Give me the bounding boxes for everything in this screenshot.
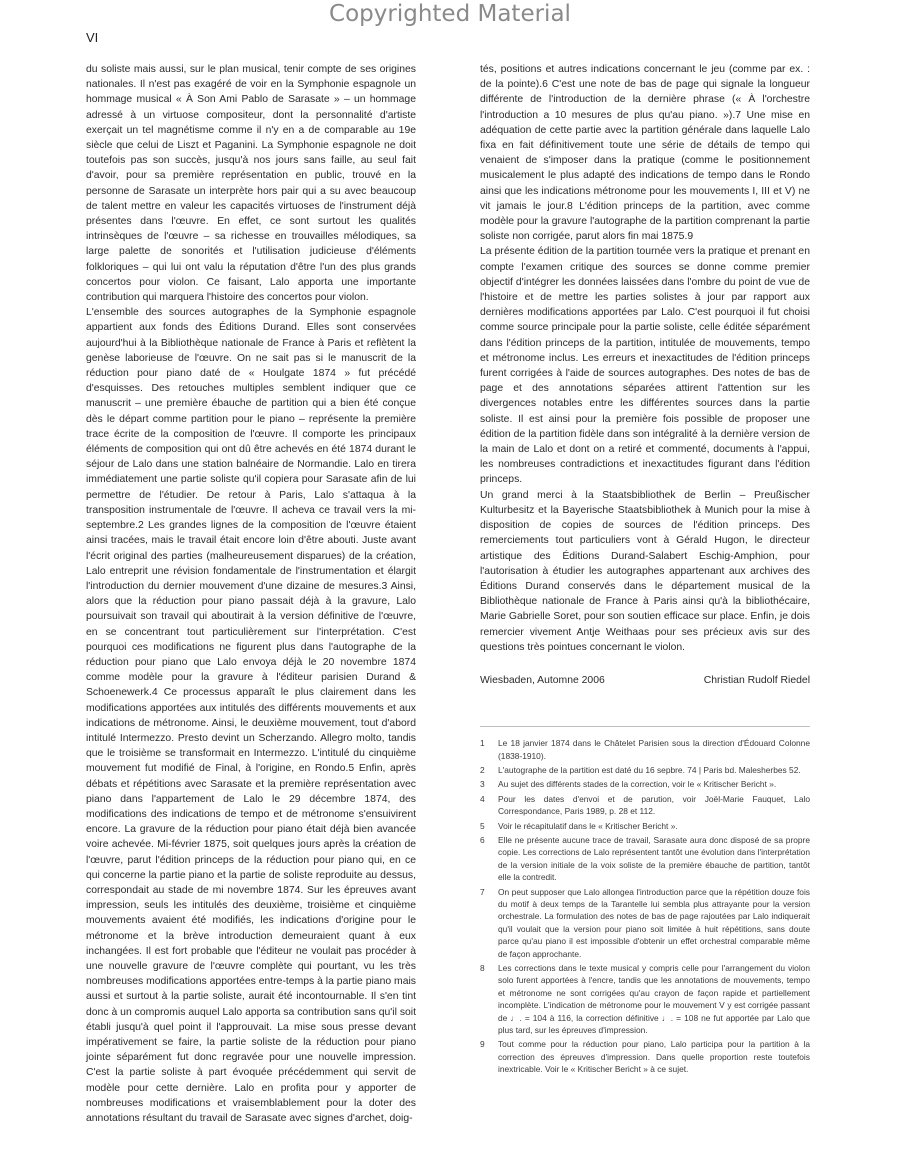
footnote-text: L'autographe de la partition est daté du 16 sepbre. 74 | Paris bd. Malesherbes 52. [498, 764, 801, 775]
footnotes [480, 726, 810, 1076]
right-text-column [480, 62, 810, 1078]
footnote-number: 2 [480, 764, 485, 775]
copyright-watermark: Copyrighted Material [329, 1, 571, 27]
footnote-number: 6 [480, 834, 485, 845]
footnote-text: Au sujet des différents stades de la correction, voir le « Kritischer Bericht ». [498, 779, 777, 790]
footnote [480, 834, 810, 884]
footnote-text: Tout comme pour la réduction pour piano, Lalo participa pour la partition à la correction des épreuves d'impression. Dans quelle proportion reste toutefois inextricable. Voir le « Kritischer Bericht » à ce sujet. [498, 1039, 810, 1075]
footnote [480, 886, 810, 960]
author-name: Christian Rudolf Riedel [703, 674, 810, 686]
paragraph: tés, positions et autres indications concernant le jeu (comme par ex. : de la pointe).6 C'est une note de bas de page qui signale la longueur différente de l'introduction de la dernière phrase (« À l'orchestre l'introduction a 10 mesures de plus qu'au piano. »).7 Une mise en adéquation de cette partie avec la partition générale dans laquelle Lalo fixa en fait définitivement toute une série de détails de tempo qui venaient de s'imposer dans la pratique (comme le positionnement musicalement le plus adapté des indications de tempo dans le Rondo ainsi que les indications métronome pour les mouvements I, III et V) ne vit jamais le jour.8 L'édition princeps de la partition, avec comme modèle pour la gravure l'autographe de la partition comprenant la partie soliste non corrigée, parut alors fin mai 1875.9 [480, 64, 810, 243]
place-date: Wiesbaden, Automne 2006 [480, 674, 605, 686]
paragraph: L'ensemble des sources autographes de la Symphonie espagnole appartient aux fonds des Éditions Durand. Elles sont conservées aujourd'hui à la Bibliothèque nationale de France à Paris et reflètent la genèse laborieuse de l'œuvre. On ne sait pas si le manuscrit de la réduction pour piano daté de « Houlgate 1874 » fut précédé d'esquisses. Des retouches multiples semblent indiquer que ce manuscrit – une première ébauche de partition qui a bien été conçue dès le départ comme partition pour le piano – représente la première trace écrite de la composition de l'œuvre. Il comporte les principaux éléments de composition qui ont dû être achevés en été 1874 durant le séjour de Lalo dans une station balnéaire de Normandie. Lalo en tirera immédiatement une partie soliste qu'il copiera pour Sarasate afin de lui permettre de l'étudier. De retour à Paris, Lalo s'attaqua à la transposition instrumentale de l'œuvre. Il acheva ce travail vers la mi-septembre.2 Les grandes lignes de la composition de l'œuvre étaient ainsi tracées, mais le travail était encore loin d'être abouti. Juste avant l'écrit original des parties (malheureusement disparues) de la création, Lalo entreprit une révision fondamentale de l'instrumentation et élargit l'introduction du dernier mouvement d'une dizaine de mesures.3 Ainsi, alors que la réduction pour piano passait déjà à la gravure, Lalo poursuivait son travail qui aboutirait à la version définitive de l'œuvre, en se concentrant tout particulièrement sur l'interprétation. C'est pourquoi ces modifications ne figurent plus dans l'autographe de la réduction pour piano que Lalo envoya déjà le 20 novembre 1874 comme modèle pour la gravure à l'éditeur parisien Durand & Schoenewerk.4 Ce processus apparaît le plus clairement dans les modifications apportées aux intitulés des différents mouvements et aux indications de métronome. Ainsi, le deuxième mouvement, tout d'abord intitulé Intermezzo. Presto devint un Scherzando. Allegro molto, tandis que le troisième se transformait en Intermezzo. L'intitulé du cinquième mouvement fut modifié de Final, à l'origine, en Rondo.5 Enfin, après débats et répétitions avec Sarasate et la première représentation avec piano dans l'appartement de Lalo le 29 décembre 1874, des modifications des indications de tempo et de métronome s'ensuivirent encore. La gravure de la réduction pour piano était déjà bien avancée voire achevée. Mi-février 1875, soit quelques jours après la création de l'œuvre, parut l'édition princeps de la réduction pour piano qui, en ce qui concerne la partie piano et la partie de soliste reproduite au dessus, correspondait au stade de mi novembre 1874. Sur les épreuves avant impression, seuls les intitulés des deuxième, troisième et cinquième mouvements avaient été modifiés, les indications d'origine pour le métronome et la brève introduction demeuraient quant à eux inchangées. Il est fort probable que l'éditeur ne voulait pas procéder à une nouvelle gravure de l'œuvre complète qui pourtant, vu les très nombreuses modifications apportées entre-temps à la partie piano mais aussi et surtout à la partie soliste, aurait été incontournable. Il s'en tint donc à un compromis auquel Lalo apporta sa contribution sans qu'il soit établi jusqu'à quel point il l'approuvait. La mise sous presse devant impérativement se faire, la partie soliste de la réduction pour piano jointe séparément fut donc regravée pour une nouvelle impression. C'est la partie soliste à part évoquée précédemment qui servit de modèle pour cette dernière. Lalo en profita pour y apporter de nombreuses modifications et vraisemblablement pour la doter des annotations résultant du travail de Sarasate avec signes d'archet, doig- [86, 307, 416, 1125]
footnote-text: Les corrections dans le texte musical y compris celle pour l'arrangement du violon solo furent apportées à l'encre, tandis que les annotations de mouvements, tempo et métronome ne sont corrigées qu'au crayon de façon rapide et partiellement incomplète. L'indication de métronome pour le mouvement V y est corrigée passant de ♩. = 104 à 116, la correction définitive ♩. = 108 ne fut apportée par Lalo que plus tard, sur les épreuves d'impression. [498, 963, 810, 1036]
footnote-text: Voir le récapitulatif dans le « Kritischer Bericht ». [498, 820, 678, 831]
footnote-number: 4 [480, 793, 485, 804]
footnote [480, 764, 810, 776]
paragraph: Un grand merci à la Staatsbibliothek de Berlin – Preußischer Kulturbesitz et la Bayerische Staatsbibliothek à Munich pour la mise à disposition de copies de sources de l'édition princeps. Des remerciements tout particuliers vont à Gérald Hugon, le directeur artistique des Éditions Durand-Salabert Eschig-Amphion, pour l'autorisation à étudier les autographes appartenant aux archives des Éditions Durand conservés dans le département musical de la Bibliothèque nationale de France à Paris ainsi qu'à la bibliothécaire, Marie Gabrielle Soret, pour son soutien efficace sur place. Enfin, je dois remercier vivement Antje Weithaas pour ses précieux avis sur des questions très pointues concernant le violon. [480, 489, 810, 653]
footnote-text: Le 18 janvier 1874 dans le Châtelet Parisien sous la direction d'Édouard Colonne (1838-1910). [498, 738, 810, 761]
footnote [480, 820, 810, 832]
footnote [480, 793, 810, 818]
footnote [480, 737, 810, 762]
footnote-number: 5 [480, 820, 485, 831]
footnote-text: Pour les dates d'envoi et de parution, voir Joël-Marie Fauquet, Lalo Correspondance, Paris 1989, p. 28 et 112. [498, 793, 810, 817]
footnote-text: On peut supposer que Lalo allongea l'introduction parce que la répétition douze fois du motif à deux temps de la Tarantelle lui sembla plus attrayante pour la version orchestrale. La formulation des notes de bas de page rajoutées par Lalo indiquerait qu'il voulait que la version pour piano soit limitée à huit répétitions, sans doute parce qu'au piano il est impossible d'obtenir un effet orchestral comparable même de façon approchante. [498, 886, 810, 959]
left-text-column [86, 62, 416, 1126]
footnote-number: 1 [480, 738, 485, 749]
paragraph: La présente édition de la partition tournée vers la pratique et prenant en compte l'examen critique des sources se donne comme premier objectif d'intégrer les données laissées dans l'ombre du point de vue de l'histoire et de mettre les parties solistes à jour par rapport aux dernières modifications apportées par Lalo. C'est pourquoi il fut choisi comme source principale pour la partie soliste, celle éditée séparément dans l'édition princeps de la partition, intitulée de mouvements, tempo et métronome inclus. Les erreurs et inexactitudes de l'édition princeps furent corrigées à l'aide de sources autographes. Des notes de bas de page et des annotations séparées attirent l'attention sur les divergences notables entre les différentes sources dans la partie soliste. Il est ainsi pour la première fois possible de proposer une édition de la partition fidèle dans son intégralité à la dernière version de la main de Lalo et dont on a retiré et commenté, documents à l'appui, les nombreuses contradictions et inexactitudes figurant dans l'édition princeps. [480, 246, 810, 486]
footnote-number: 7 [480, 886, 485, 897]
footnote-number: 3 [480, 779, 485, 790]
footnote-number: 9 [480, 1039, 485, 1050]
footnote [480, 778, 810, 790]
paragraph: du soliste mais aussi, sur le plan musical, tenir compte de ses origines nationales. Il n'est pas exagéré de voir en la Symphonie espagnole un hommage musical « À Son Ami Pablo de Sarasate » – un hommage adressé à un virtuose compositeur, dont la personnalité d'artiste exerçait un tel magnétisme comme il n'y en a de comparable au 19e siècle que celui de Liszt et Paganini. La Symphonie espagnole ne doit toutefois pas son succès, jusqu'à nos jours sans faille, au seul fait d'avoir, pour sa première représentation en public, trouvé en la personne de Sarasate un interprète hors pair qui a su avec beaucoup de talent mettre en valeur les capacités virtuoses de l'instrument déjà présentes dans l'œuvre. En effet, ce sont surtout les qualités intrinsèques de l'œuvre – sa richesse en trouvailles mélodiques, sa large palette de sonorités et l'utilisation judicieuse d'éléments folkloriques – qui lui ont valu la réputation d'être l'un des plus grands concertos pour violon. Ce faisant, Lalo apporta une importante contribution qui marquera l'histoire des concertos pour violon. [86, 64, 416, 304]
footnote-text: Elle ne présente aucune trace de travail, Sarasate aura donc disposé de sa propre copie. Les corrections de Lalo représentent tantôt une évolution dans l'interprétation de la version initiale de la voix soliste de la première ébauche de partition, tantôt elle la contredit. [498, 834, 810, 883]
footnote [480, 962, 810, 1036]
footnote-number: 8 [480, 963, 485, 974]
signature-line [480, 673, 810, 688]
footnote [480, 1038, 810, 1075]
page-number: VI [86, 30, 99, 45]
